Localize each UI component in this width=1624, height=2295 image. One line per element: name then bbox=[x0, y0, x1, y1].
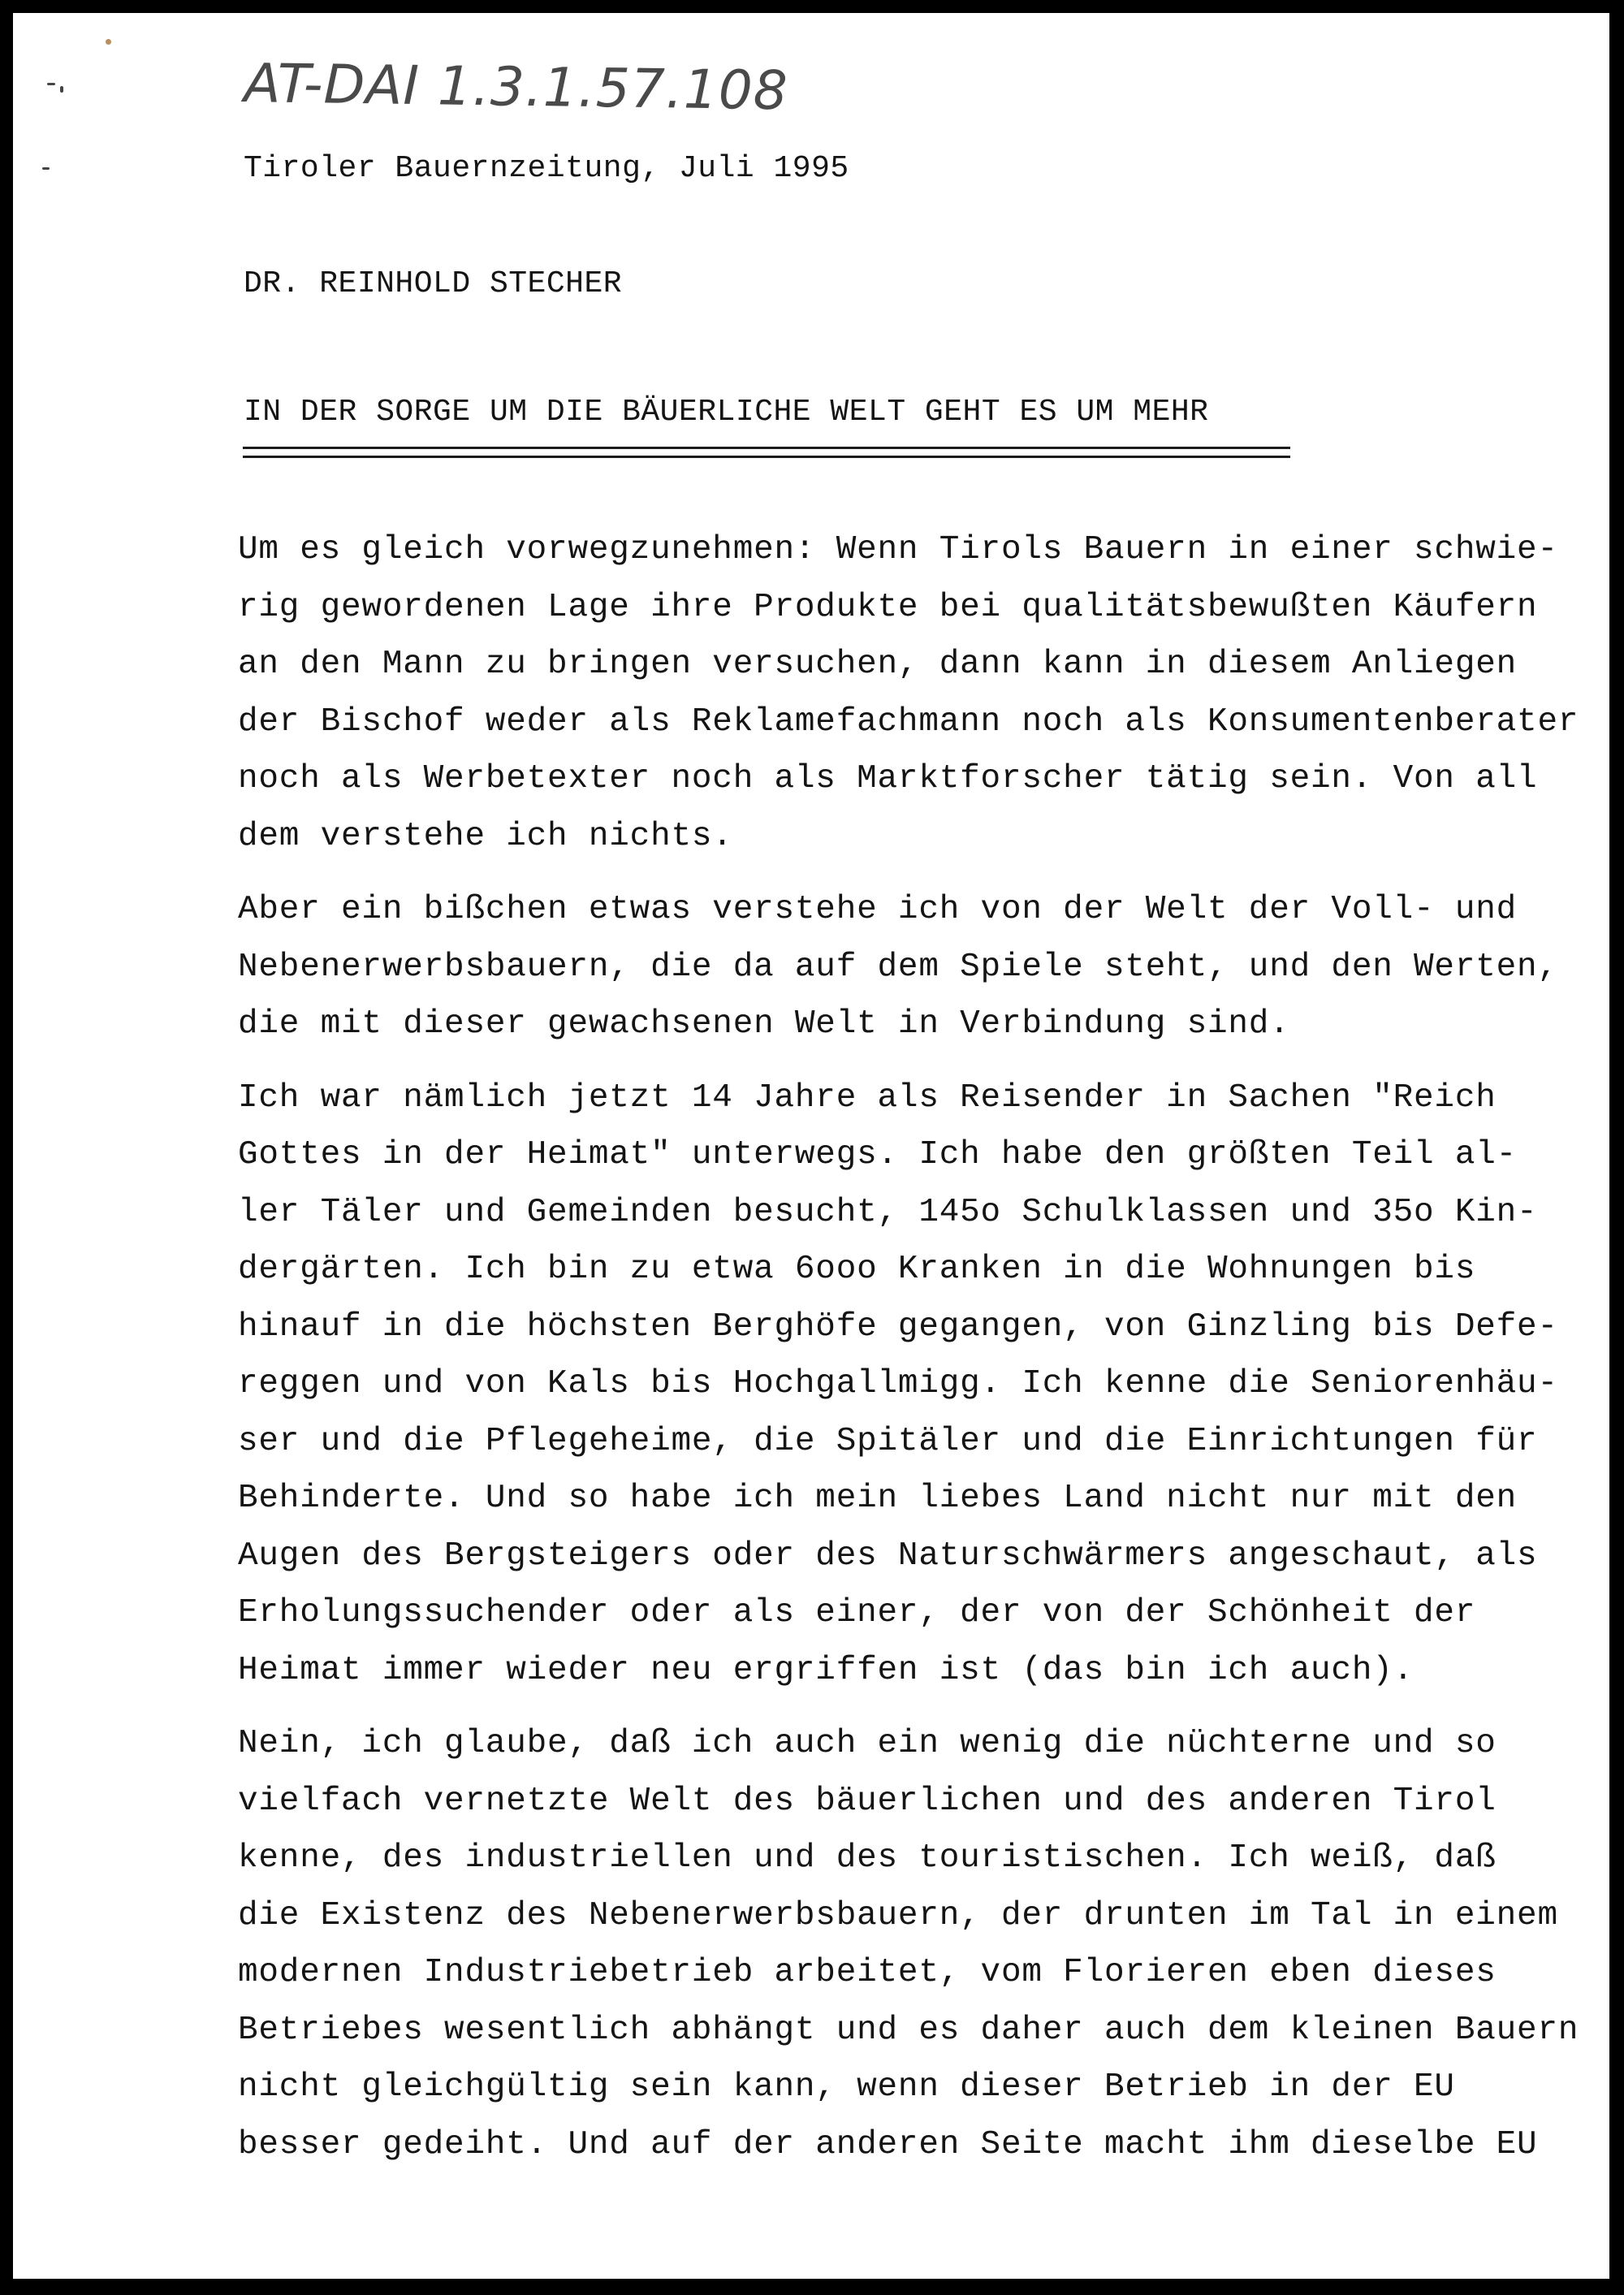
text-line: Betriebes wesentlich abhängt und es daher auch dem kleinen Bauern bbox=[238, 2011, 1579, 2049]
ink-speck bbox=[60, 86, 63, 93]
text-line: Nein, ich glaube, daß ich auch ein wenig die nüchterne und so bbox=[238, 1725, 1497, 1762]
dateline: Tiroler Bauernzeitung, Juli 1995 bbox=[244, 151, 849, 186]
ink-speck bbox=[42, 167, 50, 170]
document-page bbox=[13, 13, 1609, 2279]
ink-speck bbox=[106, 39, 111, 45]
text-line: noch als Werbetexter noch als Marktforscher tätig sein. Von all bbox=[238, 760, 1538, 797]
text-line: vielfach vernetzte Welt des bäuerlichen und des anderen Tirol bbox=[238, 1782, 1497, 1820]
text-line: Erholungssuchender oder als einer, der von der Schönheit der bbox=[238, 1594, 1476, 1632]
text-line: modernen Industriebetrieb arbeitet, vom Florieren eben dieses bbox=[238, 1954, 1497, 1991]
paragraph bbox=[238, 1070, 1558, 1700]
text-line: Um es gleich vorwegzunehmen: Wenn Tirols Bauern in einer schwie- bbox=[238, 531, 1558, 568]
text-line: nicht gleichgültig sein kann, wenn dieser Betrieb in der EU bbox=[238, 2068, 1455, 2106]
text-line: Heimat immer wieder neu ergriffen ist (das bin ich auch). bbox=[238, 1651, 1415, 1689]
paragraph bbox=[238, 881, 1558, 1053]
text-line: reggen und von Kals bis Hochgallmigg. Ich kenne die Seniorenhäu- bbox=[238, 1365, 1558, 1402]
text-line: die mit dieser gewachsenen Welt in Verbindung sind. bbox=[238, 1005, 1290, 1043]
paragraph bbox=[238, 1715, 1579, 2173]
text-line: der Bischof weder als Reklamefachmann noch als Konsumentenberater bbox=[238, 702, 1579, 741]
text-line: ser und die Pflegeheime, die Spitäler und die Einrichtungen für bbox=[238, 1422, 1538, 1460]
text-line: hinauf in die höchsten Berghöfe gegangen, von Ginzling bis Defe- bbox=[238, 1307, 1558, 1346]
text-line: an den Mann zu bringen versuchen, dann kann in diesem Anliegen bbox=[238, 646, 1518, 683]
paragraph bbox=[238, 521, 1579, 865]
ink-speck bbox=[47, 83, 55, 85]
text-line: besser gedeiht. Und auf der anderen Seite macht ihm dieselbe EU bbox=[238, 2125, 1538, 2163]
text-line: ler Täler und Gemeinden besucht, 145o Schulklassen und 35o Kin- bbox=[238, 1193, 1538, 1231]
text-line: Behinderte. Und so habe ich mein liebes Land nicht nur mit den bbox=[238, 1480, 1518, 1517]
text-line: Nebenerwerbsbauern, die da auf dem Spiele steht, und den Werten, bbox=[238, 948, 1558, 986]
text-line: kenne, des industriellen und des touristischen. Ich weiß, daß bbox=[238, 1839, 1497, 1877]
archive-signature: AT-DAI 1.3.1.57.108 bbox=[243, 52, 789, 123]
author-name: DR. REINHOLD STECHER bbox=[244, 266, 623, 301]
article-body bbox=[238, 521, 1579, 2189]
text-line: Augen des Bergsteigers oder des Naturschwärmers angeschaut, als bbox=[238, 1536, 1538, 1575]
text-line: Gottes in der Heimat" unterwegs. Ich habe den größten Teil al- bbox=[238, 1136, 1518, 1173]
text-line: dergärten. Ich bin zu etwa 6ooo Kranken in die Wohnungen bis bbox=[238, 1251, 1476, 1288]
article-headline: IN DER SORGE UM DIE BÄUERLICHE WELT GEHT ES UM MEHR bbox=[244, 395, 1209, 430]
text-line: rig gewordenen Lage ihre Produkte bei qualitätsbewußten Käufern bbox=[238, 588, 1538, 626]
text-line: Aber ein bißchen etwas verstehe ich von der Welt der Voll- und bbox=[238, 891, 1518, 928]
text-line: dem verstehe ich nichts. bbox=[238, 817, 733, 855]
headline-double-underline bbox=[243, 447, 1290, 458]
text-line: die Existenz des Nebenerwerbsbauern, der drunten im Tal in einem bbox=[238, 1896, 1558, 1934]
text-line: Ich war nämlich jetzt 14 Jahre als Reisender in Sachen "Reich bbox=[238, 1078, 1497, 1117]
